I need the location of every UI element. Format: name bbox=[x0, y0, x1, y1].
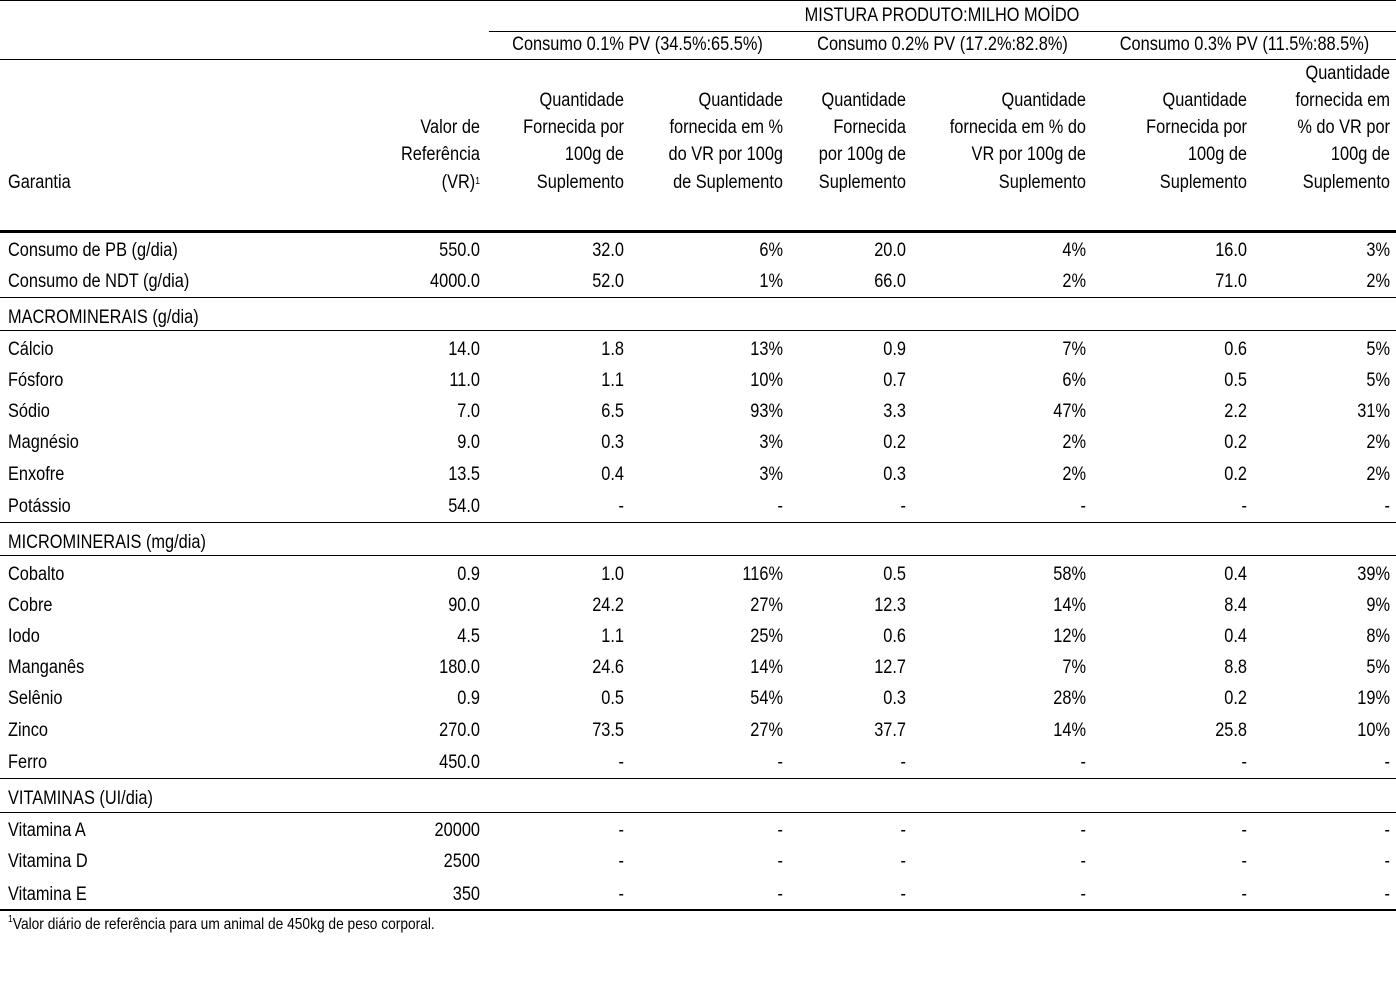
cell-p3: - bbox=[1384, 820, 1390, 841]
cell-q2: - bbox=[900, 752, 906, 773]
row-label: Sódio bbox=[8, 401, 50, 422]
cell-p2: 7% bbox=[1062, 657, 1086, 678]
section-rule-top bbox=[0, 778, 1396, 779]
cell-p2: - bbox=[1080, 752, 1086, 773]
cell-p3: - bbox=[1384, 496, 1390, 517]
cell-q3: 0.5 bbox=[1224, 370, 1247, 391]
section-title: MICROMINERAIS (mg/dia) bbox=[8, 532, 206, 553]
cell-p2: 2% bbox=[1062, 271, 1086, 292]
cell-p1: 1% bbox=[759, 271, 783, 292]
cell-q2: 66.0 bbox=[874, 271, 906, 292]
cell-q1: 52.0 bbox=[592, 271, 624, 292]
cell-vr: 2500 bbox=[443, 851, 480, 872]
cell-q2: 0.3 bbox=[883, 464, 906, 485]
cell-q2: - bbox=[900, 884, 906, 905]
cell-q3: - bbox=[1241, 496, 1247, 517]
section-rule-top bbox=[0, 297, 1396, 298]
section-rule-bottom bbox=[0, 812, 1396, 813]
cell-p2: 6% bbox=[1062, 370, 1086, 391]
cell-p3: 31% bbox=[1357, 401, 1390, 422]
cell-q1: 1.1 bbox=[601, 626, 624, 647]
row-label: Ferro bbox=[8, 752, 48, 773]
cell-vr: 13.5 bbox=[448, 464, 480, 485]
cell-q2: 0.7 bbox=[883, 370, 906, 391]
cell-p1: 25% bbox=[750, 626, 783, 647]
cell-p1: - bbox=[777, 496, 783, 517]
cell-q3: 25.8 bbox=[1215, 720, 1247, 741]
cell-p2: 4% bbox=[1062, 240, 1086, 261]
cell-p1: 116% bbox=[742, 564, 783, 585]
cell-vr: 11.0 bbox=[449, 370, 480, 391]
cell-q3: 8.8 bbox=[1224, 657, 1247, 678]
row-label: Vitamina D bbox=[8, 851, 88, 872]
cell-q2: 20.0 bbox=[874, 240, 906, 261]
cell-vr: 54.0 bbox=[448, 496, 480, 517]
cell-p3: 8% bbox=[1366, 626, 1390, 647]
row-label: Cálcio bbox=[8, 339, 54, 360]
cell-p1: - bbox=[777, 820, 783, 841]
cell-p3: - bbox=[1384, 752, 1390, 773]
cell-p3: 19% bbox=[1357, 688, 1390, 709]
cell-q2: 3.3 bbox=[883, 401, 906, 422]
row-label: Cobalto bbox=[8, 564, 65, 585]
cell-p1: - bbox=[777, 752, 783, 773]
cell-p2: 14% bbox=[1053, 720, 1086, 741]
cell-p3: 3% bbox=[1366, 240, 1390, 261]
table-bottom-rule bbox=[0, 909, 1396, 911]
cell-p2: 2% bbox=[1062, 432, 1086, 453]
col-header-p3: Quantidade fornecida em % do VR por 100g de Suplemento bbox=[1295, 62, 1390, 193]
header-bottom-rule bbox=[0, 230, 1396, 233]
col-header-q3: Quantidade Fornecida por 100g de Suplemento bbox=[1146, 89, 1247, 193]
row-label: Manganês bbox=[8, 657, 85, 678]
consumo-header-2: Consumo 0.2% PV (17.2%:82.8%) bbox=[817, 34, 1068, 55]
row-label: Vitamina A bbox=[8, 820, 86, 841]
cell-vr: 14.0 bbox=[448, 339, 480, 360]
col-header-garantia: Garantia bbox=[8, 171, 71, 193]
cell-q1: 1.1 bbox=[601, 370, 624, 391]
cell-p3: 2% bbox=[1366, 271, 1390, 292]
cell-p2: 14% bbox=[1053, 595, 1086, 616]
cell-q2: 12.7 bbox=[874, 657, 906, 678]
cell-vr: 270.0 bbox=[439, 720, 480, 741]
cell-q2: - bbox=[900, 851, 906, 872]
cell-p3: 2% bbox=[1366, 432, 1390, 453]
cell-p3: 5% bbox=[1366, 339, 1390, 360]
cell-q3: 0.4 bbox=[1224, 626, 1247, 647]
col-header-q1: Quantidade Fornecida por 100g de Suplemento bbox=[523, 89, 624, 193]
cell-q1: 32.0 bbox=[592, 240, 624, 261]
cell-q3: 2.2 bbox=[1224, 401, 1247, 422]
cell-q2: - bbox=[900, 496, 906, 517]
cell-q1: - bbox=[618, 496, 624, 517]
cell-q3: - bbox=[1241, 820, 1247, 841]
consumo-header-1: Consumo 0.1% PV (34.5%:65.5%) bbox=[512, 34, 763, 55]
cell-q2: 0.5 bbox=[883, 564, 906, 585]
cell-q3: 0.2 bbox=[1224, 432, 1247, 453]
row-label: Consumo de NDT (g/dia) bbox=[8, 271, 190, 292]
section-title: VITAMINAS (UI/dia) bbox=[8, 788, 153, 809]
cell-q1: 1.0 bbox=[601, 564, 624, 585]
row-label: Vitamina E bbox=[8, 884, 87, 905]
cell-p2: 12% bbox=[1053, 626, 1086, 647]
cell-vr: 4.5 bbox=[457, 626, 480, 647]
col-header-q2: Quantidade Fornecida por 100g de Suplemento bbox=[818, 89, 906, 193]
cell-vr: 90.0 bbox=[448, 595, 480, 616]
cell-q1: - bbox=[618, 884, 624, 905]
cell-q3: 16.0 bbox=[1215, 240, 1247, 261]
cell-p3: - bbox=[1384, 884, 1390, 905]
cell-vr: 550.0 bbox=[439, 240, 480, 261]
cell-q3: 0.2 bbox=[1224, 688, 1247, 709]
row-label: Magnésio bbox=[8, 432, 79, 453]
cell-p1: - bbox=[777, 884, 783, 905]
footnote-marker: 1 bbox=[8, 914, 13, 925]
row-label: Zinco bbox=[8, 720, 48, 741]
cell-p2: - bbox=[1080, 496, 1086, 517]
row-label: Cobre bbox=[8, 595, 53, 616]
cell-q1: - bbox=[618, 820, 624, 841]
section-rule-bottom bbox=[0, 555, 1396, 556]
cell-p1: 3% bbox=[759, 464, 783, 485]
top-rule bbox=[0, 0, 1396, 1]
cell-q1: 73.5 bbox=[592, 720, 624, 741]
cell-q3: 0.6 bbox=[1224, 339, 1247, 360]
cell-p2: - bbox=[1080, 820, 1086, 841]
col-header-vr-text: Valor de Referência (VR) bbox=[400, 117, 480, 193]
cell-p3: 5% bbox=[1366, 370, 1390, 391]
section-rule-top bbox=[0, 522, 1396, 523]
cell-p1: 27% bbox=[750, 595, 783, 616]
cell-p3: 2% bbox=[1366, 464, 1390, 485]
row-label: Potássio bbox=[8, 496, 71, 517]
col-header-p2: Quantidade fornecida em % do VR por 100g de Suplemento bbox=[949, 89, 1086, 193]
cell-q3: - bbox=[1241, 884, 1247, 905]
row-label: Iodo bbox=[8, 626, 40, 647]
cell-vr: 180.0 bbox=[439, 657, 480, 678]
vr-footnote-marker: 1 bbox=[475, 175, 480, 187]
cell-vr: 350 bbox=[452, 884, 480, 905]
footnote bbox=[8, 916, 435, 934]
row-label: Selênio bbox=[8, 688, 63, 709]
cell-q1: - bbox=[618, 851, 624, 872]
cell-vr: 0.9 bbox=[457, 688, 480, 709]
cell-p1: 54% bbox=[750, 688, 783, 709]
cell-q2: 0.9 bbox=[883, 339, 906, 360]
cell-p2: - bbox=[1080, 884, 1086, 905]
cell-q3: - bbox=[1241, 851, 1247, 872]
section-title: MACROMINERAIS (g/dia) bbox=[8, 307, 199, 328]
cell-p1: 13% bbox=[750, 339, 783, 360]
cell-q3: - bbox=[1241, 752, 1247, 773]
cell-p1: 27% bbox=[750, 720, 783, 741]
row-label: Consumo de PB (g/dia) bbox=[8, 240, 178, 261]
cell-p1: 14% bbox=[750, 657, 783, 678]
cell-q1: 0.3 bbox=[601, 432, 624, 453]
cell-p2: - bbox=[1080, 851, 1086, 872]
row-label: Fósforo bbox=[8, 370, 64, 391]
cell-p3: 5% bbox=[1366, 657, 1390, 678]
cell-p1: 6% bbox=[759, 240, 783, 261]
section-rule-bottom bbox=[0, 330, 1396, 331]
cell-q1: 0.5 bbox=[601, 688, 624, 709]
group-header: MISTURA PRODUTO:MILHO MOÍDO bbox=[804, 5, 1080, 26]
cell-q2: 37.7 bbox=[874, 720, 906, 741]
cell-vr: 20000 bbox=[434, 820, 480, 841]
cell-q1: 1.8 bbox=[601, 339, 624, 360]
cell-p3: 9% bbox=[1366, 595, 1390, 616]
cell-q1: 0.4 bbox=[601, 464, 624, 485]
cell-p2: 28% bbox=[1053, 688, 1086, 709]
row-label: Enxofre bbox=[8, 464, 65, 485]
footnote-text: Valor diário de referência para um animal de 450kg de peso corporal. bbox=[12, 916, 435, 933]
cell-p3: 10% bbox=[1357, 720, 1390, 741]
cell-p3: 39% bbox=[1357, 564, 1390, 585]
cell-q3: 0.4 bbox=[1224, 564, 1247, 585]
cell-vr: 450.0 bbox=[439, 752, 480, 773]
cell-p2: 58% bbox=[1053, 564, 1086, 585]
cell-p1: 3% bbox=[759, 432, 783, 453]
cell-q2: - bbox=[900, 820, 906, 841]
cell-vr: 7.0 bbox=[457, 401, 480, 422]
cell-p2: 2% bbox=[1062, 464, 1086, 485]
col-header-p1: Quantidade fornecida em % do VR por 100g de Suplemento bbox=[668, 89, 783, 193]
consumo-header-3: Consumo 0.3% PV (11.5%:88.5%) bbox=[1119, 34, 1370, 55]
cell-p1: 93% bbox=[750, 401, 783, 422]
cell-p2: 47% bbox=[1053, 401, 1086, 422]
cell-q3: 8.4 bbox=[1224, 595, 1247, 616]
cell-q1: - bbox=[618, 752, 624, 773]
cell-p1: 10% bbox=[750, 370, 783, 391]
cell-p3: - bbox=[1384, 851, 1390, 872]
cell-p1: - bbox=[777, 851, 783, 872]
cell-vr: 0.9 bbox=[457, 564, 480, 585]
cell-q1: 24.2 bbox=[592, 595, 624, 616]
cell-q2: 0.6 bbox=[883, 626, 906, 647]
cell-q2: 0.2 bbox=[883, 432, 906, 453]
cell-p2: 7% bbox=[1062, 339, 1086, 360]
cell-q2: 0.3 bbox=[883, 688, 906, 709]
consumo-header-rule bbox=[0, 59, 1396, 60]
cell-q1: 24.6 bbox=[592, 657, 624, 678]
cell-q3: 0.2 bbox=[1224, 464, 1247, 485]
cell-q3: 71.0 bbox=[1215, 271, 1247, 292]
cell-vr: 4000.0 bbox=[430, 271, 480, 292]
cell-q1: 6.5 bbox=[601, 401, 624, 422]
cell-q2: 12.3 bbox=[874, 595, 906, 616]
cell-vr: 9.0 bbox=[457, 432, 480, 453]
